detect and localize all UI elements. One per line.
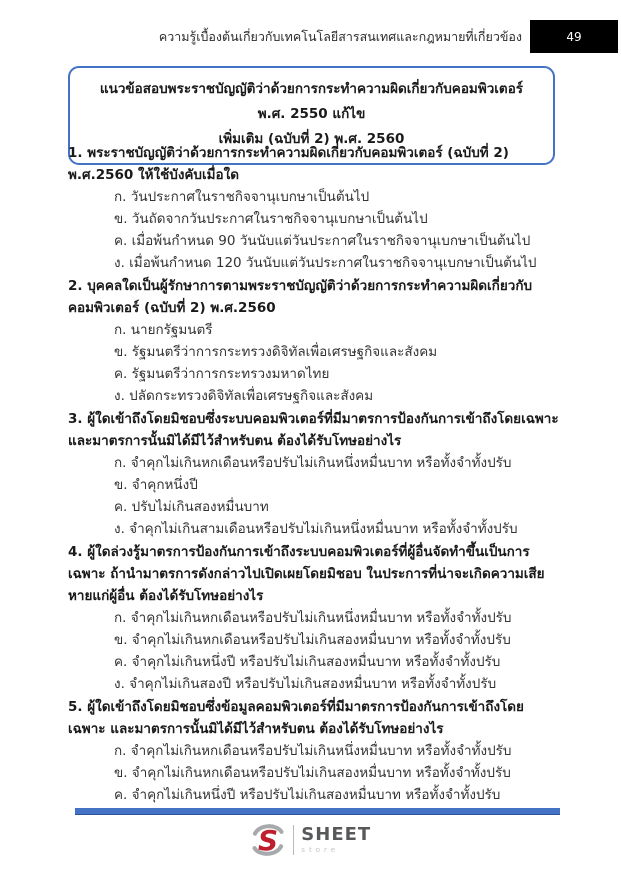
choice-d: ง. เมื่อพ้นกำหนด 120 วันนับแต่วันประกาศในราชกิจจานุเบกษาเป็นต้นไป xyxy=(114,255,537,271)
footer-divider-bar xyxy=(75,808,560,815)
logo-divider xyxy=(293,825,295,855)
page-number-badge: 49 xyxy=(530,20,618,53)
choice-b: ข. จำคุกไม่เกินหกเดือนหรือปรับไม่เกินสองหมื่นบาท หรือทั้งจำทั้งปรับ xyxy=(114,765,511,781)
brand-name: SHEET xyxy=(301,823,372,845)
choice-a: ก. จำคุกไม่เกินหกเดือนหรือปรับไม่เกินหนึ่งหมื่นบาท หรือทั้งจำทั้งปรับ xyxy=(114,743,512,759)
choice-c: ค. จำคุกไม่เกินหนึ่งปี หรือปรับไม่เกินสองหมื่นบาท หรือทั้งจำทั้งปรับ xyxy=(114,787,501,803)
choice-d: ง. จำคุกไม่เกินสองปี หรือปรับไม่เกินสองหมื่นบาท หรือทั้งจำทั้งปรับ xyxy=(114,676,497,692)
question-text: 5. ผู้ใดเข้าถึงโดยมิชอบซึ่งข้อมูลคอมพิวเตอร์ที่มีมาตรการป้องกันการเข้าถึงโดยเฉพาะ และมาตรการนั้นมิได้มีไว้สำหรับตน ต้องได้รับโทษอย่างไร xyxy=(68,699,524,737)
logo-text xyxy=(301,823,372,855)
header-title: ความรู้เบื้องต้นเกี่ยวกับเทคโนโลยีสารสนเทศและกฎหมายที่เกี่ยวข้อง xyxy=(158,28,522,44)
choice-b: ข. จำคุกหนึ่งปี xyxy=(114,477,198,493)
choice-c: ค. รัฐมนตรีว่าการกระทรวงมหาดไทย xyxy=(114,366,330,382)
choice-b: ข. จำคุกไม่เกินหกเดือนหรือปรับไม่เกินสองหมื่นบาท หรือทั้งจำทั้งปรับ xyxy=(114,632,511,648)
title-box-line-1: แนวข้อสอบพระราชบัญญัติว่าด้วยการกระทำความผิดเกี่ยวกับคอมพิวเตอร์ พ.ศ. 2550 แก้ไข xyxy=(99,81,524,122)
choice-d: ง. จำคุกไม่เกินสามเดือนหรือปรับไม่เกินหนึ่งหมื่นบาท หรือทั้งจำทั้งปรับ xyxy=(114,521,518,537)
choice-b: ข. รัฐมนตรีว่าการกระทรวงดิจิทัลเพื่อเศรษฐกิจและสังคม xyxy=(114,344,438,360)
question-1 xyxy=(68,142,559,274)
choice-d: ง. ปลัดกระทรวงดิจิทัลเพื่อเศรษฐกิจและสังคม xyxy=(114,388,374,404)
questions-section xyxy=(68,142,559,807)
question-3 xyxy=(68,408,559,540)
question-text: 3. ผู้ใดเข้าถึงโดยมิชอบซึ่งระบบคอมพิวเตอร์ที่มีมาตรการป้องกันการเข้าถึงโดยเฉพาะ และมาตรการนั้นมิได้มีไว้สำหรับตน ต้องได้รับโทษอย่างไร xyxy=(68,411,559,449)
brand-subtitle: store xyxy=(301,845,340,854)
choice-c: ค. ปรับไม่เกินสองหมื่นบาท xyxy=(114,499,269,515)
choice-a: ก. จำคุกไม่เกินหกเดือนหรือปรับไม่เกินหนึ่งหมื่นบาท หรือทั้งจำทั้งปรับ xyxy=(114,455,512,471)
question-5 xyxy=(68,696,559,806)
choice-b: ข. วันถัดจากวันประกาศในราชกิจจานุเบกษาเป็นต้นไป xyxy=(114,211,428,227)
question-text: 4. ผู้ใดล่วงรู้มาตรการป้องกันการเข้าถึงระบบคอมพิวเตอร์ที่ผู้อื่นจัดทำขึ้นเป็นการเฉพาะ ถ้านำมาตรการดังกล่าวไปเปิดเผยโดยมิชอบ ในประการที่น่าจะเกิดความเสียหายแก่ผู้อื่น ต้องได้รับโทษอย่างไร xyxy=(68,544,545,604)
choice-a: ก. วันประกาศในราชกิจจานุเบกษาเป็นต้นไป xyxy=(114,189,370,205)
sheet-store-logo-icon xyxy=(250,822,286,858)
title-box-line-2: เพิ่มเติม (ฉบับที่ 2) พ.ศ. 2560 xyxy=(218,131,405,147)
question-4 xyxy=(68,541,559,695)
page-header xyxy=(0,20,618,53)
choice-a: ก. จำคุกไม่เกินหกเดือนหรือปรับไม่เกินหนึ่งหมื่นบาท หรือทั้งจำทั้งปรับ xyxy=(114,610,512,626)
question-text: 1. พระราชบัญญัติว่าด้วยการกระทำความผิดเกี่ยวกับคอมพิวเตอร์ (ฉบับที่ 2) พ.ศ.2560 ให้ใช้บังคับเมื่อใด xyxy=(68,145,509,183)
choice-a: ก. นายกรัฐมนตรี xyxy=(114,322,213,338)
svg-text:S: S xyxy=(257,823,278,857)
question-2 xyxy=(68,275,559,407)
choice-c: ค. เมื่อพ้นกำหนด 90 วันนับแต่วันประกาศในราชกิจจานุเบกษาเป็นต้นไป xyxy=(114,233,531,249)
choice-c: ค. จำคุกไม่เกินหนึ่งปี หรือปรับไม่เกินสองหมื่นบาท หรือทั้งจำทั้งปรับ xyxy=(114,654,501,670)
question-text: 2. บุคคลใดเป็นผู้รักษาการตามพระราชบัญญัติว่าด้วยการกระทำความผิดเกี่ยวกับคอมพิวเตอร์ (ฉบับที่ 2) พ.ศ.2560 xyxy=(68,278,533,316)
sheet-store-logo xyxy=(0,822,621,858)
